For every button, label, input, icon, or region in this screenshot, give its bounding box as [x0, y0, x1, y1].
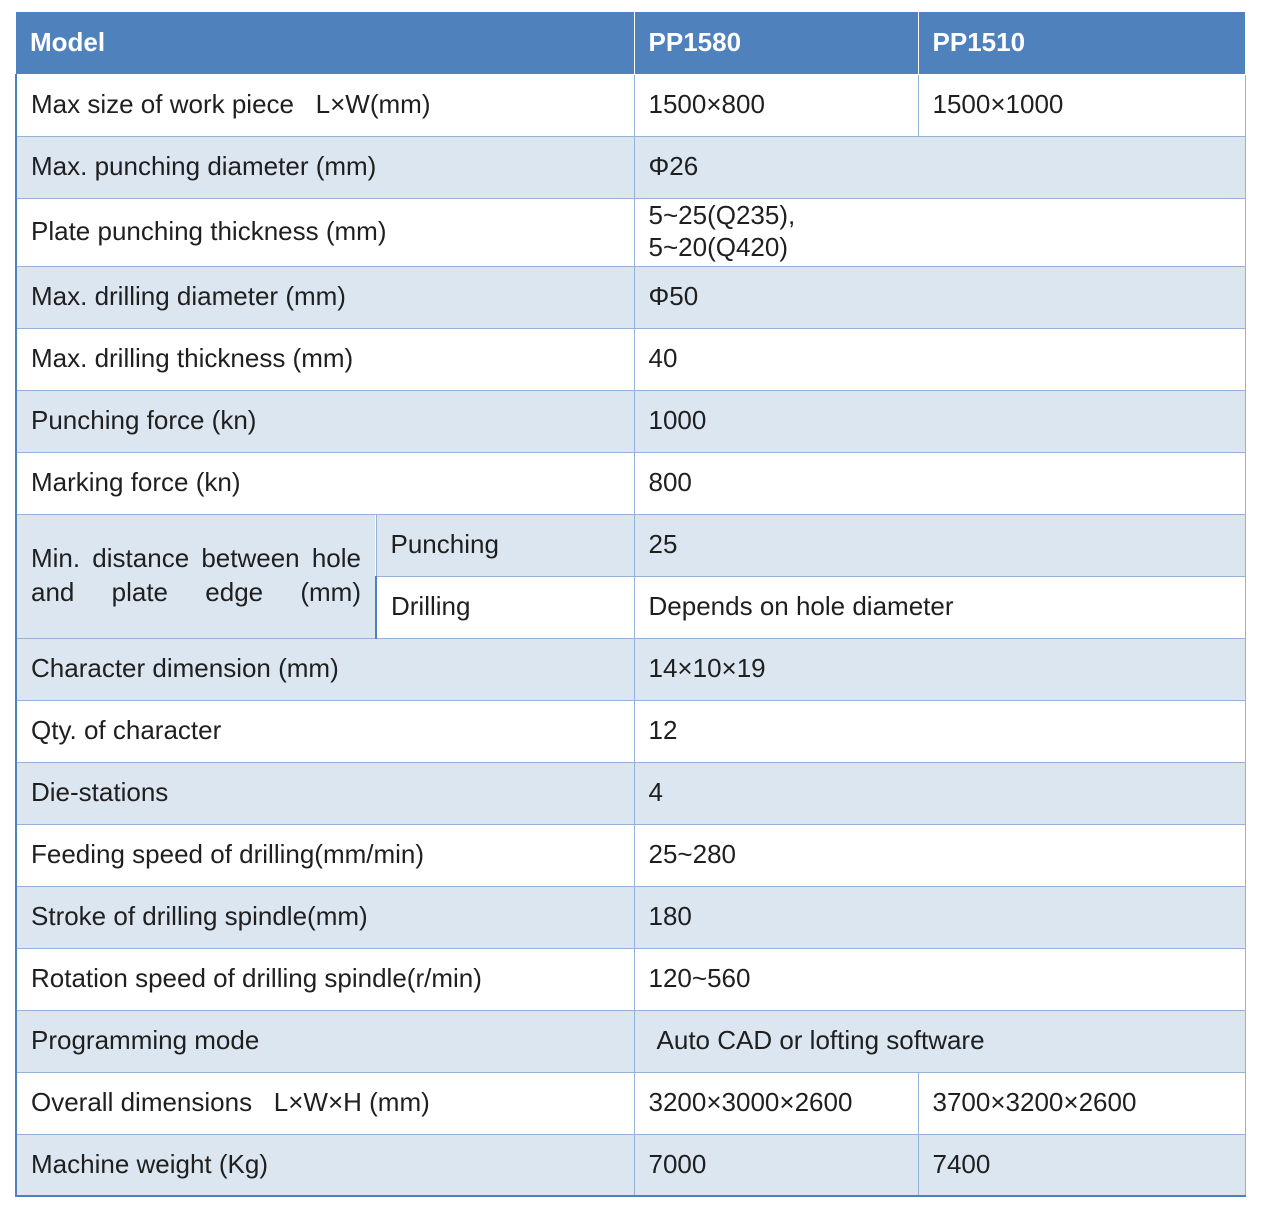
- row-value-pp1510: 7400: [918, 1134, 1245, 1196]
- row-label: Qty. of character: [16, 700, 634, 762]
- row-value: [634, 198, 1245, 266]
- table-row: [16, 514, 1245, 576]
- row-label: Programming mode: [16, 1010, 634, 1072]
- min-distance-punching-label: Punching: [376, 514, 634, 576]
- table-row: [16, 136, 1245, 198]
- row-value: 14×10×19: [634, 638, 1245, 700]
- row-label: Machine weight (Kg): [16, 1134, 634, 1196]
- row-value: 800: [634, 452, 1245, 514]
- row-value: 40: [634, 328, 1245, 390]
- header-model-pp1510: PP1510: [918, 12, 1245, 74]
- table-row: [16, 1134, 1245, 1196]
- table-row: [16, 1010, 1245, 1072]
- row-value: Φ26: [634, 136, 1245, 198]
- row-value-pp1580: 3200×3000×2600: [634, 1072, 918, 1134]
- row-label: Stroke of drilling spindle(mm): [16, 886, 634, 948]
- row-value-pp1510: 3700×3200×2600: [918, 1072, 1245, 1134]
- row-label: Die-stations: [16, 762, 634, 824]
- row-value-pp1580: 1500×800: [634, 74, 918, 136]
- row-value-pp1510: 1500×1000: [918, 74, 1245, 136]
- row-value: 25~280: [634, 824, 1245, 886]
- table-row: [16, 638, 1245, 700]
- row-label: Feeding speed of drilling(mm/min): [16, 824, 634, 886]
- row-value: 12: [634, 700, 1245, 762]
- row-label: Overall dimensions L×W×H (mm): [16, 1072, 634, 1134]
- row-value: 1000: [634, 390, 1245, 452]
- row-value-line: 5~20(Q420): [648, 232, 788, 262]
- row-label: Max. drilling diameter (mm): [16, 266, 634, 328]
- row-label: Rotation speed of drilling spindle(r/min): [16, 948, 634, 1010]
- table-row: [16, 452, 1245, 514]
- row-label: Punching force (kn): [16, 390, 634, 452]
- row-label: Character dimension (mm): [16, 638, 634, 700]
- row-value: Φ50: [634, 266, 1245, 328]
- min-distance-punching-value: 25: [634, 514, 1245, 576]
- row-value-line: 5~25(Q235),: [648, 200, 796, 231]
- row-value-pp1580: 7000: [634, 1134, 918, 1196]
- row-value: Auto CAD or lofting software: [634, 1010, 1245, 1072]
- table-row: [16, 762, 1245, 824]
- table-row: [16, 824, 1245, 886]
- table-row: [16, 948, 1245, 1010]
- row-value: 180: [634, 886, 1245, 948]
- row-label: Max. drilling thickness (mm): [16, 328, 634, 390]
- table-row: [16, 1072, 1245, 1134]
- table-row: [16, 266, 1245, 328]
- row-label: Marking force (kn): [16, 452, 634, 514]
- row-value: 120~560: [634, 948, 1245, 1010]
- table-header-row: [16, 12, 1245, 74]
- min-distance-drilling-value: Depends on hole diameter: [634, 576, 1245, 638]
- header-model-label: Model: [16, 12, 634, 74]
- row-label: Max size of work piece L×W(mm): [16, 74, 634, 136]
- row-value: 4: [634, 762, 1245, 824]
- table-row: [16, 198, 1245, 266]
- row-label: Plate punching thickness (mm): [16, 198, 634, 266]
- spec-table: [15, 12, 1246, 1197]
- min-distance-drilling-label: Drilling: [376, 576, 634, 638]
- min-distance-label: Min. distance between hole and plate edge (mm): [16, 514, 376, 638]
- table-row: [16, 328, 1245, 390]
- table-row: [16, 390, 1245, 452]
- table-row: [16, 886, 1245, 948]
- table-row: [16, 74, 1245, 136]
- table-row: [16, 700, 1245, 762]
- header-model-pp1580: PP1580: [634, 12, 918, 74]
- row-label: Max. punching diameter (mm): [16, 136, 634, 198]
